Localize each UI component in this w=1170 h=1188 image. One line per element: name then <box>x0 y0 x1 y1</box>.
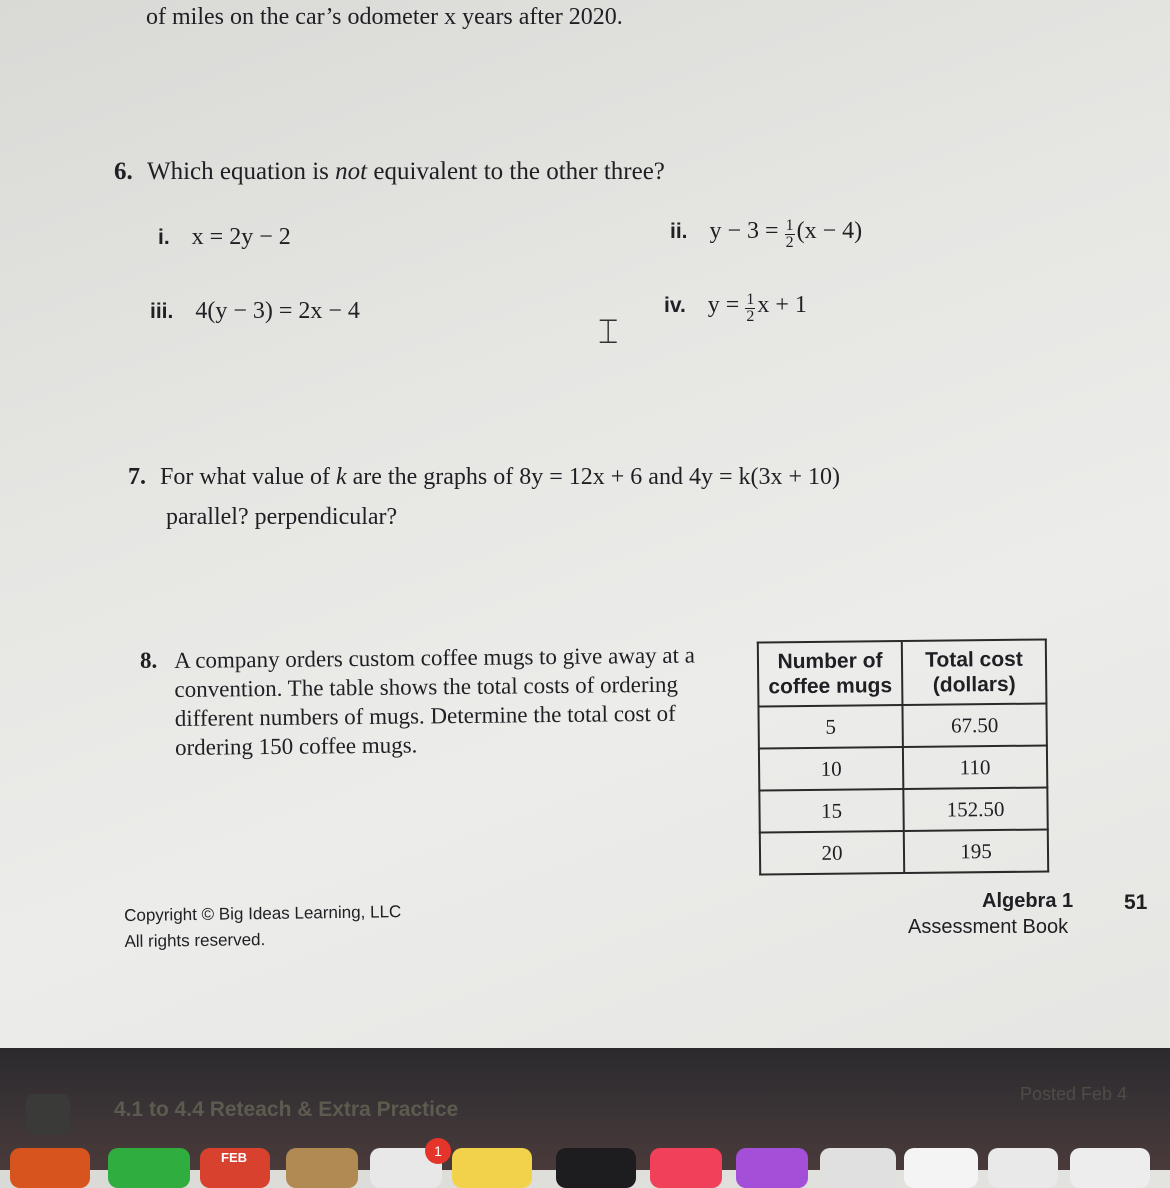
question-7-k: k <box>335 464 347 490</box>
option-i-equation: x = 2y − 2 <box>191 224 291 250</box>
option-iii-label: iii. <box>150 300 174 323</box>
dock-app-photos-icon[interactable] <box>10 1148 90 1188</box>
question-7-text-a: For what value of <box>160 464 330 490</box>
question-7-line-1 <box>128 464 840 491</box>
dock-app-facetime-icon[interactable] <box>108 1148 190 1188</box>
question-6-number: 6. <box>114 158 133 185</box>
question-8-line-2: convention. The table shows the total costs of ordering <box>174 671 679 702</box>
question-8-line-4: ordering 150 coffee mugs. <box>174 732 418 760</box>
mug-count-cell: 20 <box>760 831 904 875</box>
copyright-line: Copyright © Big Ideas Learning, LLC <box>124 902 402 925</box>
copyright-notice <box>124 902 402 952</box>
text-cursor-icon: ⌶ <box>598 314 619 351</box>
option-iv-rhs: x + 1 <box>757 292 807 319</box>
dock-app-music-icon[interactable] <box>650 1148 722 1188</box>
option-iii-equation: 4(y − 3) = 2x − 4 <box>195 298 360 324</box>
table-row <box>759 745 1047 790</box>
dock-app-tv-icon[interactable] <box>556 1148 636 1188</box>
course-icon <box>26 1094 70 1134</box>
dock-app-numbers-icon[interactable] <box>988 1148 1058 1188</box>
option-i <box>158 224 291 251</box>
notification-badge: 1 <box>425 1138 451 1164</box>
mug-count-cell: 15 <box>759 789 903 833</box>
cost-cell: 152.50 <box>903 787 1047 831</box>
table-row <box>758 703 1046 748</box>
dock-app-news-icon[interactable] <box>820 1148 896 1188</box>
dock-app-podcasts-icon[interactable] <box>736 1148 808 1188</box>
page-number: 51 <box>1124 891 1148 914</box>
option-iii <box>150 298 360 325</box>
option-ii-fraction: $\frac{1}{2}$ <box>785 217 794 251</box>
cost-cell: 67.50 <box>902 703 1046 747</box>
question-7-line-2: parallel? perpendicular? <box>166 504 398 530</box>
dock-app-contacts-icon[interactable] <box>286 1148 358 1188</box>
mug-count-cell: 5 <box>758 705 902 749</box>
question-8-line-1: A company orders custom coffee mugs to give away at a <box>174 642 696 673</box>
option-ii-lhs: y − 3 = <box>709 218 779 245</box>
book-subtitle: Assessment Book <box>908 916 1069 938</box>
option-ii-rhs: (x − 4) <box>796 218 863 245</box>
option-ii <box>670 218 862 251</box>
dock-app-pages-icon[interactable] <box>1070 1148 1150 1188</box>
calendar-month-label: FEB <box>221 1150 247 1165</box>
question-8-prompt <box>174 641 696 762</box>
rights-line: All rights reserved. <box>124 930 266 951</box>
mug-count-cell: 10 <box>759 747 903 791</box>
question-8-number <box>140 648 157 674</box>
header-total-cost: Total cost (dollars) <box>902 639 1047 705</box>
question-6-text-b: equivalent to the other three? <box>373 158 665 185</box>
option-i-label: i. <box>158 226 170 249</box>
coffee-mug-cost-table <box>757 638 1049 875</box>
posted-date: Posted Feb 4 <box>1020 1084 1128 1104</box>
assignment-title[interactable]: 4.1 to 4.4 Reteach & Extra Practice <box>114 1098 459 1121</box>
cost-cell: 110 <box>903 745 1047 789</box>
table-row <box>760 829 1048 874</box>
option-iv-fraction: $\frac{1}{2}$ <box>746 291 755 325</box>
book-title: Algebra 1 <box>982 890 1074 912</box>
header-number-of-mugs: Number of coffee mugs <box>758 641 903 707</box>
option-iv <box>664 292 807 325</box>
cost-cell: 195 <box>904 829 1048 873</box>
option-ii-label: ii. <box>670 220 688 244</box>
question-6-text-a: Which equation is <box>147 158 329 185</box>
question-8-number-text: 8. <box>140 648 158 673</box>
dock-app-keynote-icon[interactable] <box>904 1148 978 1188</box>
question-7-text-b: are the graphs of 8y = 12x + 6 and 4y = k(3x + 10) <box>352 464 840 490</box>
option-iv-lhs: y = <box>707 292 740 319</box>
option-iv-label: iv. <box>664 294 686 318</box>
table-row <box>759 787 1047 832</box>
previous-question-fragment: of miles on the car’s odometer x years after 2020. <box>146 4 623 30</box>
question-7-number: 7. <box>128 464 146 490</box>
question-6-emphasis: not <box>335 158 368 185</box>
question-6-prompt <box>114 158 665 186</box>
question-8-line-3: different numbers of mugs. Determine the total cost of <box>174 700 676 731</box>
dock-app-notes-icon[interactable] <box>452 1148 532 1188</box>
